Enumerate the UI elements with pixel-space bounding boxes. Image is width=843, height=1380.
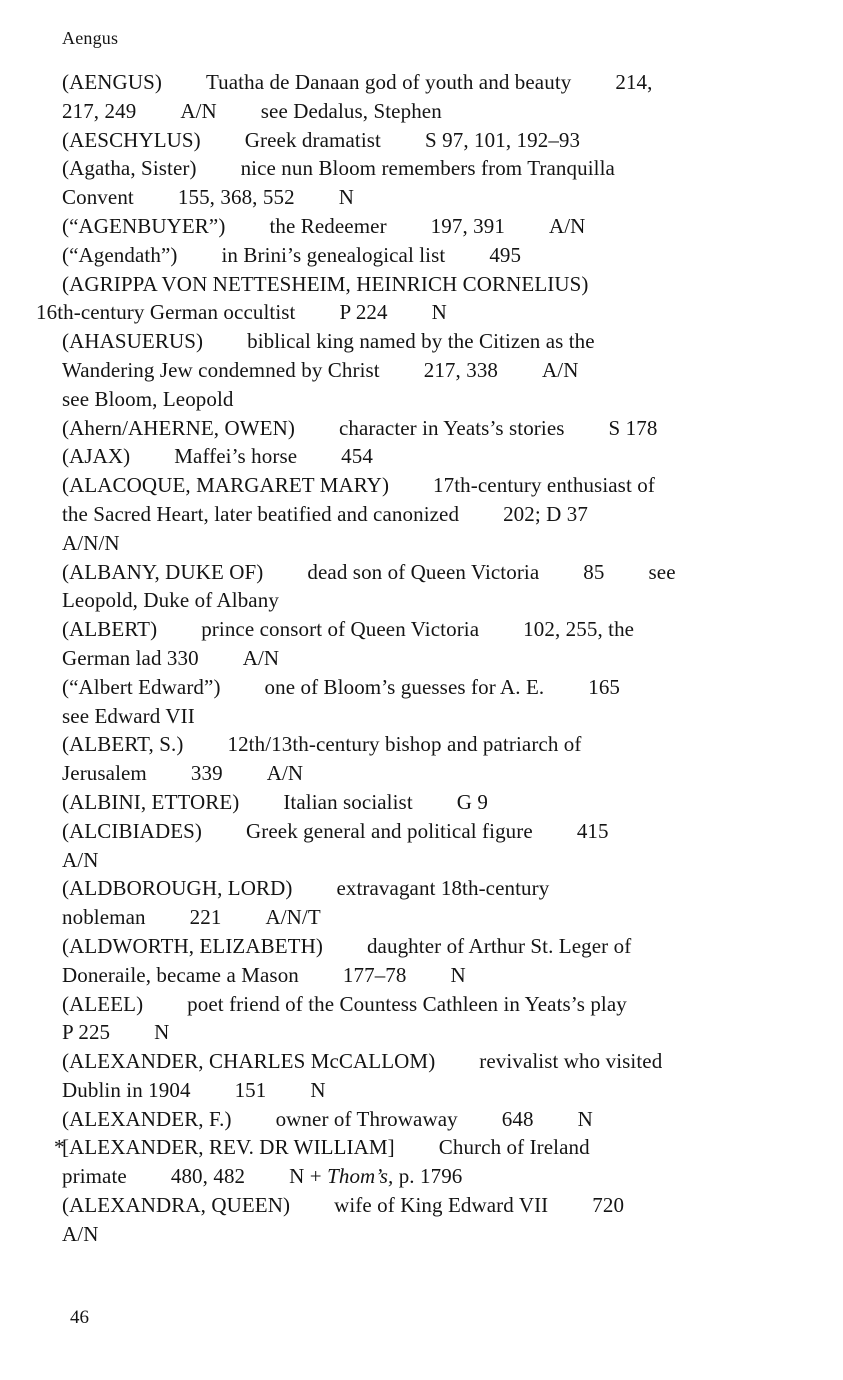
index-entry-albini xyxy=(62,788,807,817)
entry-source: N xyxy=(577,1106,593,1131)
index-entry-agenbuyer xyxy=(62,212,807,241)
entry-source: A/N xyxy=(62,1221,99,1246)
index-entry-alexandra xyxy=(62,1191,807,1249)
running-head: Aengus xyxy=(62,28,119,48)
entry-heading: (ALDBOROUGH, LORD) xyxy=(62,876,293,901)
entry-heading: (AHASUERUS) xyxy=(62,329,204,354)
entry-line xyxy=(62,1105,807,1134)
entry-heading: (Ahern/AHERNE, OWEN) xyxy=(62,415,295,440)
entry-heading: (AJAX) xyxy=(62,444,131,469)
entry-cross-reference: see Bloom, Leopold xyxy=(62,386,234,411)
entry-line xyxy=(62,500,807,529)
entry-reference: G 9 xyxy=(456,789,488,814)
entry-line xyxy=(62,385,807,414)
index-entry-aherne xyxy=(62,414,807,443)
entry-description: extravagant 18th-century xyxy=(336,876,550,901)
index-entry-alcibiades xyxy=(62,817,807,875)
entry-line xyxy=(62,529,807,558)
entry-line xyxy=(62,327,807,356)
entry-source: A/N/T xyxy=(265,905,321,930)
entry-description: Doneraile, became a Mason xyxy=(62,962,299,987)
entry-line xyxy=(62,615,807,644)
entry-reference: 165 xyxy=(588,674,621,699)
entry-description: biblical king named by the Citizen as the xyxy=(247,329,595,354)
entry-description: wife of King Edward VII xyxy=(334,1193,549,1218)
entry-reference: P 225 xyxy=(62,1020,111,1045)
entry-reference: 339 xyxy=(190,761,223,786)
entry-heading: (ALEXANDER, F.) xyxy=(62,1106,232,1131)
entry-description: Convent xyxy=(62,185,134,210)
entry-cross-reference: see xyxy=(648,559,676,584)
entry-description: the Sacred Heart, later beatified and canonized xyxy=(62,501,460,526)
entry-source-page: p. 1796 xyxy=(393,1164,463,1189)
entry-line xyxy=(62,586,807,615)
entry-line xyxy=(62,97,807,126)
entry-description: character in Yeats’s stories xyxy=(338,415,565,440)
entry-description: Italian socialist xyxy=(283,789,413,814)
index-entry-alexander-charles xyxy=(62,1047,807,1105)
entry-reference: 415 xyxy=(576,818,609,843)
entry-cross-reference: Leopold, Duke of Albany xyxy=(62,588,279,613)
entry-description: Dublin in 1904 xyxy=(62,1077,191,1102)
entry-line xyxy=(62,990,807,1019)
conjectural-marker: * xyxy=(54,1135,65,1160)
entry-line xyxy=(62,730,807,759)
entry-line xyxy=(62,442,807,471)
entry-source: A/N xyxy=(266,761,304,786)
entry-description: 12th/13th-century bishop and patriarch of xyxy=(227,732,582,757)
entry-line xyxy=(62,126,807,155)
entry-cross-reference: see Dedalus, Stephen xyxy=(260,98,442,123)
entry-reference: 102, 255, the xyxy=(523,617,635,642)
entry-description: revivalist who visited xyxy=(479,1049,663,1074)
index-entry-alexander-william xyxy=(54,1133,807,1191)
entry-reference: 217, 338 xyxy=(423,357,499,382)
entry-line xyxy=(62,1162,807,1191)
entry-reference: 480, 482 xyxy=(170,1164,246,1189)
entry-line xyxy=(62,788,807,817)
entry-source: A/N xyxy=(242,645,280,670)
entry-source: N xyxy=(450,962,466,987)
entry-cross-reference: see Edward VII xyxy=(62,703,195,728)
entry-line xyxy=(62,932,807,961)
entry-line xyxy=(62,1018,807,1047)
entry-line xyxy=(36,298,807,327)
entry-line xyxy=(62,356,807,385)
entry-description: in Brini’s genealogical list xyxy=(221,242,446,267)
entry-line xyxy=(62,154,807,183)
index-entry-agrippa xyxy=(36,270,807,328)
entry-heading: (“Agendath”) xyxy=(62,242,178,267)
entry-line xyxy=(62,903,807,932)
entry-line xyxy=(62,558,807,587)
entry-description: dead son of Queen Victoria xyxy=(307,559,540,584)
entry-line xyxy=(62,874,807,903)
entry-source: A/N xyxy=(62,847,99,872)
index-entry-ahasuerus xyxy=(62,327,807,413)
entry-heading: (Agatha, Sister) xyxy=(62,156,197,181)
entry-source: A/N xyxy=(542,357,579,382)
index-entry-albert xyxy=(62,615,807,673)
entry-reference: 197, 391 xyxy=(430,213,505,238)
entry-reference: S 178 xyxy=(608,415,658,440)
entry-heading: [ALEXANDER, REV. DR WILLIAM] xyxy=(62,1135,395,1160)
entry-reference: 217, 249 xyxy=(62,98,137,123)
entry-description: 17th-century enthusiast of xyxy=(433,473,655,498)
entry-reference: 648 xyxy=(501,1106,534,1131)
entry-heading: (ALDWORTH, ELIZABETH) xyxy=(62,933,323,958)
entry-description: Maffei’s horse xyxy=(174,444,298,469)
entry-heading: (ALBERT, S.) xyxy=(62,732,184,757)
entry-reference: 177–78 xyxy=(342,962,407,987)
entry-description: 16th-century German occultist xyxy=(36,300,296,325)
entry-description: nice nun Bloom remembers from Tranquilla xyxy=(240,156,615,181)
entry-description: prince consort of Queen Victoria xyxy=(201,617,480,642)
entry-source: N xyxy=(154,1020,170,1045)
entry-line xyxy=(62,471,807,500)
entry-heading: (ALBINI, ETTORE) xyxy=(62,789,240,814)
entry-line xyxy=(62,1220,807,1249)
entry-line xyxy=(62,183,807,212)
entry-reference: P 224 xyxy=(339,300,388,325)
entry-heading: (AESCHYLUS) xyxy=(62,127,201,152)
entry-heading: (ALBERT) xyxy=(62,617,158,642)
entry-description: Tuatha de Danaan god of youth and beauty xyxy=(205,70,572,94)
entry-line xyxy=(62,241,807,270)
index-entry-ajax xyxy=(62,442,807,471)
entry-reference: S 97, 101, 192–93 xyxy=(424,127,581,152)
entry-line xyxy=(62,1076,807,1105)
entry-source: N xyxy=(338,185,354,210)
index-entry-alexander-f xyxy=(62,1105,807,1134)
entry-line xyxy=(62,212,807,241)
index-entry-aengus xyxy=(62,68,807,126)
entry-source: N xyxy=(431,300,447,325)
entry-description: Church of Ireland xyxy=(438,1135,590,1160)
entry-description: nobleman xyxy=(62,905,146,930)
entry-line xyxy=(62,961,807,990)
entry-description: poet friend of the Countess Cathleen in Yeats’s play xyxy=(187,991,627,1016)
entry-line xyxy=(62,1191,807,1220)
entry-line xyxy=(62,673,807,702)
index-entries xyxy=(36,68,807,1249)
entry-description: Greek general and political figure xyxy=(246,818,533,843)
entry-reference: 221 xyxy=(189,905,222,930)
entry-source-title: Thom’s, xyxy=(327,1164,394,1189)
entry-reference: 214, xyxy=(615,70,653,94)
entry-line xyxy=(62,817,807,846)
index-entry-agatha xyxy=(62,154,807,212)
entry-reference: German lad 330 xyxy=(62,645,199,670)
entry-source: N xyxy=(310,1077,326,1102)
index-entry-alacoque xyxy=(62,471,807,557)
entry-heading: (ALEEL) xyxy=(62,991,144,1016)
entry-description: Wandering Jew condemned by Christ xyxy=(62,357,380,382)
entry-reference: 720 xyxy=(592,1193,625,1218)
entry-reference: 151 xyxy=(234,1077,267,1102)
entry-description: Greek dramatist xyxy=(244,127,381,152)
entry-line xyxy=(62,414,807,443)
entry-line xyxy=(62,702,807,731)
entry-source: A/N xyxy=(548,213,586,238)
entry-heading: (ALCIBIADES) xyxy=(62,818,203,843)
entry-reference: 454 xyxy=(341,444,373,469)
entry-heading: (ALEXANDRA, QUEEN) xyxy=(62,1193,291,1218)
entry-heading: (ALACOQUE, MARGARET MARY) xyxy=(62,473,390,498)
entry-heading: (ALEXANDER, CHARLES McCALLOM) xyxy=(62,1049,436,1074)
index-entry-albert-edward xyxy=(62,673,807,731)
entry-line xyxy=(62,1133,807,1162)
index-entry-aeschylus xyxy=(62,126,807,155)
entry-description: Jerusalem xyxy=(62,761,147,786)
page-number: 46 xyxy=(70,1307,89,1328)
entry-reference: 155, 368, 552 xyxy=(177,185,295,210)
index-entry-agendath xyxy=(62,241,807,270)
entry-heading: (AENGUS) xyxy=(62,70,162,94)
entry-source: A/N/N xyxy=(62,530,120,555)
entry-line xyxy=(62,68,807,97)
entry-line xyxy=(62,1047,807,1076)
entry-description: daughter of Arthur St. Leger of xyxy=(366,933,632,958)
index-entry-aldborough xyxy=(62,874,807,932)
entry-description: one of Bloom’s guesses for A. E. xyxy=(264,674,545,699)
entry-heading: (“AGENBUYER”) xyxy=(62,213,226,238)
index-entry-aldworth xyxy=(62,932,807,990)
entry-heading: (AGRIPPA VON NETTESHEIM, HEINRICH CORNELIUS) xyxy=(62,271,589,296)
entry-description: the Redeemer xyxy=(269,213,387,238)
entry-reference: 495 xyxy=(489,242,522,267)
entry-line xyxy=(62,644,807,673)
entry-reference: 85 xyxy=(583,559,605,584)
entry-reference: 202; D 37 xyxy=(503,501,588,526)
entry-description: owner of Throwaway xyxy=(275,1106,458,1131)
entry-line xyxy=(62,846,807,875)
entry-source: N + xyxy=(289,1164,328,1189)
index-entry-albert-s xyxy=(62,730,807,788)
entry-description: primate xyxy=(62,1164,127,1189)
index-entry-aleel xyxy=(62,990,807,1048)
entry-heading: (“Albert Edward”) xyxy=(62,674,221,699)
entry-line xyxy=(62,759,807,788)
entry-heading: (ALBANY, DUKE OF) xyxy=(62,559,264,584)
entry-line xyxy=(62,270,807,299)
entry-source: A/N xyxy=(180,98,217,123)
index-entry-albany xyxy=(62,558,807,616)
